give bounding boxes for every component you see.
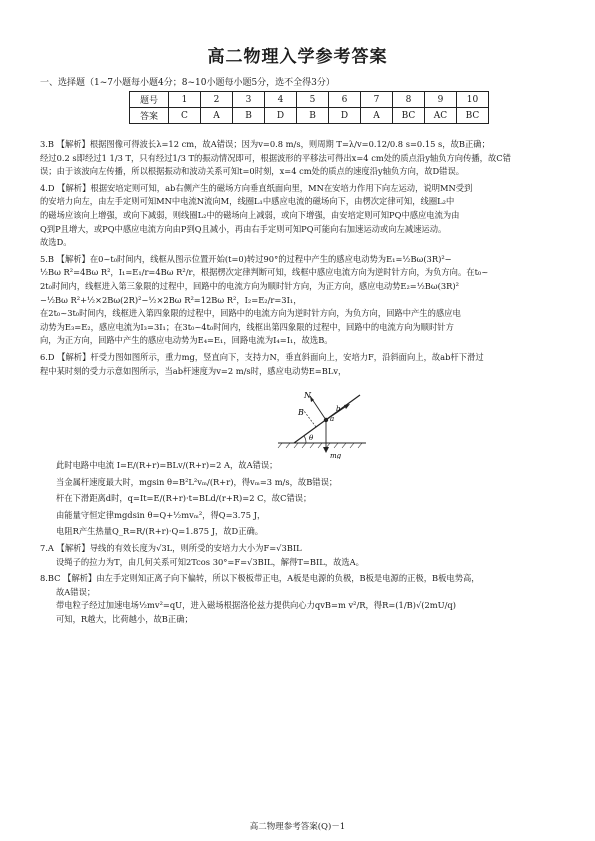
solution-line: 动势为E₃=E₂，感应电流为I₃=3I₁；在3t₀~4t₀时间内，线框出第四象限的过程中，回路中的电流方向为顺时针方	[40, 321, 454, 332]
solution-4	[40, 182, 560, 250]
solution-line: 可知，R越大，比荷越小，故B正确；	[56, 614, 193, 625]
solution-line: 2t₀时间内，线框进入第三象限的过程中，回路中的电流方向为顺时针方向，为正方向，感应电动势E₂=½Bω(3R)²	[40, 280, 459, 291]
formula-line: 杆在下滑距离d时，q=It=E/(R+r)·t=BLd/(r+R)=2 C，故C错误；	[56, 493, 312, 504]
table-cell: 6	[329, 92, 361, 108]
table-cell: 5	[297, 92, 329, 108]
solution-5	[40, 253, 560, 348]
solution-line: 的安培力向左，由左手定则可知MN中电流N流向M，线圈L₁中感应电流的磁场向下，由楞次定律可知，线圈L₂中	[40, 196, 455, 207]
label-a: a	[330, 415, 335, 424]
label-mg: mg	[330, 452, 342, 460]
formula-line: 由能量守恒定律mgdsin θ=Q+½mvₘ²，得Q=3.75 J，	[56, 509, 266, 520]
table-row	[130, 108, 489, 124]
table-cell: C	[169, 108, 201, 124]
solutions-body	[40, 138, 560, 630]
table-cell: B	[233, 108, 265, 124]
solution-line: 设绳子的拉力为T，由几何关系可知2Tcos 30°=F=√3BIL，解得T=BIL，故选A。	[56, 556, 364, 567]
table-cell: 10	[457, 92, 489, 108]
solution-7	[40, 542, 560, 569]
formula-line: 当金属杆速度最大时，mgsin θ=B²L²vₘ/(R+r)，得vₘ=3 m/s，故B错误；	[56, 476, 338, 487]
solution-line: 向，为正方向，回路中产生的感应电动势为E₄=E₁，回路电流为I₄=I₁，故选B。	[40, 335, 333, 346]
solution-line: 7.A 【解析】导线的有效长度为√3L，则所受的安培力大小为F=√3BIL	[40, 543, 302, 554]
label-theta: θ	[309, 434, 314, 443]
solution-line: ½Bω R²=4Bω R²，I₁=E₁/r=4Bω R²/r，根据楞次定律判断可知，线框中感应电流方向为逆时针方向，为负方向。在t₀~	[40, 267, 489, 278]
solution-line: 在2t₀~3t₀时间内，线框进入第四象限的过程中，回路中的电流方向为逆时针方向，为负方向，回路中产生的感应电	[40, 308, 461, 319]
label-b: B	[298, 408, 304, 418]
table-cell: B	[297, 108, 329, 124]
table-cell: BC	[457, 108, 489, 124]
solution-3	[40, 138, 560, 179]
solution-line: 误；由于该波向左传播，所以根据振动和波动关系可知t=0时刻，x=4 cm处的质点的速度沿y轴负方向，故D错误。	[40, 166, 465, 177]
table-cell: 4	[265, 92, 297, 108]
table-cell: 8	[393, 92, 425, 108]
label-b-small: b	[336, 405, 341, 414]
solution-line: 故A错误；	[56, 586, 96, 597]
page-title: 高二物理入学参考答案	[207, 47, 388, 67]
solution-line: 程中某时刻的受力示意如图所示，当ab杆速度为v=2 m/s时，感应电动势E=BLv，	[40, 365, 347, 376]
table-cell: D	[265, 108, 297, 124]
solution-line: 3.B 【解析】根据图像可得波长λ=12 cm，故A错误；因为v=0.8 m/s，则周期 T=λ/v=0.12/0.8 s=0.15 s，故B正确；	[40, 139, 490, 149]
solution-line: 4.D 【解析】根据安培定则可知，ab右侧产生的磁场方向垂直纸面向里，MN在安培力作用下向左运动，说明MN受到	[40, 182, 473, 193]
solution-line: 5.B 【解析】在0~t₀时间内，线框从图示位置开始(t=0)转过90°的过程中产生的感应电动势为E₁=½Bω(3R)²−	[40, 253, 452, 264]
table-cell: 1	[169, 92, 201, 108]
solution-line: Q到P且增大，或PQ中感应电流方向由P到Q且减小，再由右手定则可知PQ可能向右加速运动或向左减速运动。	[40, 223, 447, 234]
solution-6	[40, 351, 560, 378]
solution-line: 6.D 【解析】杆受力图如图所示，重力mg，竖直向下，支持力N，垂直斜面向上，安培力F，沿斜面向上，故ab杆下滑过	[40, 351, 484, 362]
table-cell: 9	[425, 92, 457, 108]
table-header-cell: 题号	[130, 92, 169, 108]
table-cell: 3	[233, 92, 265, 108]
formula-line: 电阻R产生热量Q_R=R/(R+r)·Q=1.875 J，故D正确。	[56, 526, 264, 537]
table-cell: A	[201, 108, 233, 124]
label-n: N	[304, 391, 311, 401]
solution-8	[40, 572, 560, 626]
page-footer: 高二物理参考答案(Q)－1	[249, 822, 346, 832]
solution-line: 带电粒子经过加速电场½mv²=qU，进入磁场根据洛伦兹力提供向心力qvB=m v²/R，得R=(1/B)√(2mU/q)	[56, 600, 456, 611]
solution-line: 的磁场应该向上增强，或向下减弱，则线圈L₂中的磁场向上减弱，或向下增强，由安培定则可知PQ中感应电流为由	[40, 209, 460, 220]
table-cell: A	[361, 108, 393, 124]
force-diagram	[40, 381, 560, 459]
solution-line: 8.BC 【解析】由左手定则知正离子向下偏转，所以下极板带正电，A板是电源的负极，B板是电源的正极，B板电势高，	[40, 573, 480, 584]
formula-line: 此时电路中电流 I=E/(R+r)=BLv/(R+r)=2 A，故A错误；	[56, 460, 278, 471]
section-heading: 一、选择题（1~7小题每小题4分；8~10小题每小题5分，选不全得3分）	[40, 78, 335, 88]
table-cell: 7	[361, 92, 393, 108]
table-cell: AC	[425, 108, 457, 124]
solution-line: 故选D。	[40, 237, 72, 248]
table-header-cell: 答案	[130, 108, 169, 124]
solution-line: −½Bω R²+½×2Bω(2R)²−½×2Bω R²=12Bω R²，I₂=E₂/r=3I₁，	[40, 294, 302, 305]
table-cell: 2	[201, 92, 233, 108]
force-diagram-svg	[272, 381, 372, 459]
answer-table	[129, 91, 489, 124]
table-row	[130, 92, 489, 108]
solution-line: 经过0.2 s即经过1 1/3 T，只有经过1/3 T的振动情况即可，根据波形的平移法可得出x=4 cm处的质点沿y轴负方向传播，故C错	[40, 152, 511, 163]
table-cell: BC	[393, 108, 425, 124]
table-cell: D	[329, 108, 361, 124]
